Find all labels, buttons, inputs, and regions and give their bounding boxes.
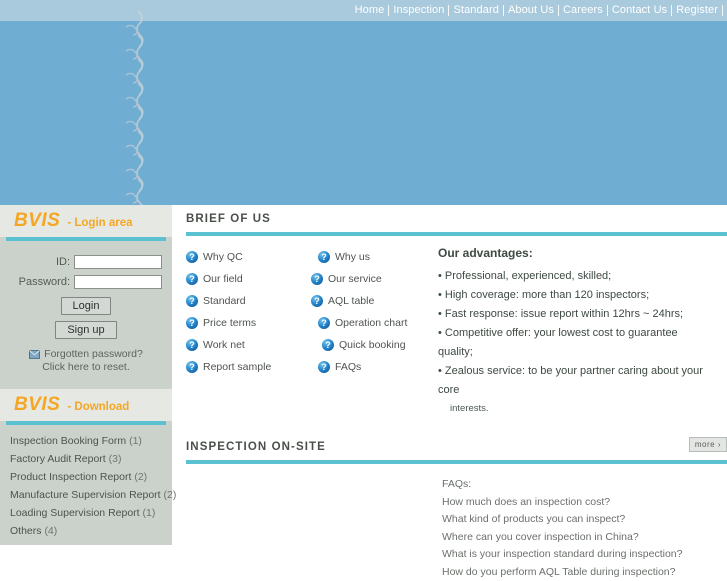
list-item[interactable] [0, 486, 172, 504]
nav-separator-icon [503, 5, 504, 16]
bullet-icon: • [438, 365, 442, 377]
list-item[interactable] [0, 432, 172, 450]
forgot-password-text: Forgotten password? [44, 348, 143, 360]
hero-banner [0, 21, 727, 205]
brand-logo-download: BVIS [14, 394, 60, 416]
nav-item-inspection[interactable]: Inspection [389, 0, 448, 21]
download-panel [0, 389, 172, 540]
nav-item-about-us[interactable]: About Us [504, 0, 558, 21]
download-item-count: (2) [164, 489, 177, 501]
advantage-item [438, 305, 726, 324]
brief-link-standard[interactable] [186, 290, 311, 312]
brief-link-work-net[interactable] [186, 334, 311, 356]
advantage-item [438, 362, 726, 381]
signup-button[interactable]: Sign up [55, 321, 116, 339]
nav-item-standard[interactable]: Standard [449, 0, 502, 21]
nav-separator-icon [607, 5, 608, 16]
brief-link-faqs[interactable] [311, 356, 436, 378]
brief-body [186, 236, 727, 417]
download-panel-subtitle: - Download [67, 398, 129, 413]
login-panel-header [0, 205, 172, 237]
onsite-section-title: INSPECTION ON-SITE [186, 441, 727, 460]
advantage-wrap-line: quality; [438, 343, 726, 362]
advantages-title: Our advantages: [438, 246, 726, 260]
question-mark-icon: ? [186, 273, 198, 285]
brief-link-price-terms[interactable] [186, 312, 311, 334]
download-item-label: Factory Audit Report [10, 453, 106, 465]
main-content [186, 213, 727, 581]
nav-item-home[interactable]: Home [351, 0, 389, 21]
brief-link-label: Price terms [203, 317, 256, 329]
brief-link-label: Work net [203, 339, 245, 351]
brief-links-column-left [186, 246, 311, 417]
id-field-row [10, 255, 162, 269]
signup-button-row [10, 321, 162, 339]
advantage-text: Competitive offer: your lowest cost to guarantee [445, 327, 678, 339]
question-mark-icon: ? [318, 251, 330, 263]
brief-link-label: Our service [328, 273, 382, 285]
faq-item[interactable]: Where can you cover inspection in China? [442, 529, 727, 547]
download-item-label: Loading Supervision Report [10, 507, 140, 519]
list-item[interactable] [0, 522, 172, 540]
download-item-label: Others [10, 525, 42, 537]
inspection-onsite-section [186, 441, 727, 581]
brief-link-quick-booking[interactable] [311, 334, 436, 356]
download-item-count: (2) [134, 471, 147, 483]
brief-link-label: AQL table [328, 295, 374, 307]
advantage-tail-text: interests. [438, 400, 726, 417]
id-input[interactable] [74, 255, 162, 269]
question-mark-icon: ? [311, 273, 323, 285]
question-mark-icon: ? [318, 317, 330, 329]
faq-heading: FAQs: [442, 476, 727, 494]
reset-link[interactable]: Click here to reset. [10, 361, 162, 373]
question-mark-icon: ? [186, 361, 198, 373]
bullet-icon: • [438, 289, 442, 301]
advantage-item [438, 267, 726, 286]
login-button[interactable]: Login [61, 297, 112, 315]
brief-link-label: Operation chart [335, 317, 407, 329]
top-navigation-links [351, 0, 723, 21]
question-mark-icon: ? [322, 339, 334, 351]
download-item-label: Manufacture Supervision Report [10, 489, 161, 501]
brief-link-label: Our field [203, 273, 243, 285]
list-item[interactable] [0, 504, 172, 522]
login-form [0, 241, 172, 381]
bullet-icon: • [438, 308, 442, 320]
nav-separator-icon [558, 5, 559, 16]
brief-of-us-section [186, 213, 727, 417]
bullet-icon: • [438, 327, 442, 339]
mail-icon [29, 350, 40, 359]
brief-link-our-service[interactable] [311, 268, 436, 290]
password-label: Password: [19, 276, 70, 288]
nav-item-careers[interactable]: Careers [559, 0, 607, 21]
download-item-label: Inspection Booking Form [10, 435, 126, 447]
brief-link-label: Standard [203, 295, 246, 307]
brief-link-our-field[interactable] [186, 268, 311, 290]
faq-item[interactable]: What kind of products you can inspect? [442, 511, 727, 529]
question-mark-icon: ? [186, 317, 198, 329]
download-item-count: (3) [109, 453, 122, 465]
brief-link-label: Why us [335, 251, 370, 263]
brief-link-aql-table[interactable] [311, 290, 436, 312]
faq-item[interactable]: What is your inspection standard during inspection? [442, 546, 727, 564]
brief-link-why-us[interactable] [311, 246, 436, 268]
download-panel-header [0, 389, 172, 421]
brief-links-grid [186, 246, 436, 417]
faq-list [186, 464, 727, 581]
advantages-block [436, 246, 726, 417]
brief-link-label: Report sample [203, 361, 271, 373]
faq-item[interactable]: How much does an inspection cost? [442, 494, 727, 512]
advantage-text: High coverage: more than 120 inspectors; [445, 289, 649, 301]
advantage-text: Fast response: issue report within 12hrs ~ 24hrs; [445, 308, 683, 320]
list-item[interactable] [0, 450, 172, 468]
nav-separator-icon [671, 5, 672, 16]
nav-separator-icon [388, 5, 389, 16]
question-mark-icon: ? [186, 295, 198, 307]
advantage-text: Professional, experienced, skilled; [445, 270, 611, 282]
brief-section-title: BRIEF OF US [186, 213, 727, 232]
download-item-count: (1) [129, 435, 142, 447]
nav-separator-icon [448, 5, 449, 16]
nav-item-register[interactable]: Register [672, 0, 722, 21]
brief-link-label: FAQs [335, 361, 361, 373]
brief-link-why-qc[interactable] [186, 246, 311, 268]
left-sidebar [0, 205, 172, 545]
question-mark-icon: ? [186, 339, 198, 351]
download-item-count: (4) [44, 525, 57, 537]
nav-separator-icon [722, 5, 723, 16]
brand-logo-login: BVIS [14, 210, 60, 232]
brief-link-label: Quick booking [339, 339, 406, 351]
faq-item[interactable]: How do you perform AQL Table during inspection? [442, 564, 727, 581]
advantage-wrap-line: core [438, 381, 726, 400]
password-field-row [10, 275, 162, 289]
brief-link-operation-chart[interactable] [311, 312, 436, 334]
brief-link-report-sample[interactable] [186, 356, 311, 378]
list-item[interactable] [0, 468, 172, 486]
download-item-label: Product Inspection Report [10, 471, 131, 483]
download-item-count: (1) [143, 507, 156, 519]
top-navigation-bar [0, 0, 727, 21]
more-button[interactable]: more › [689, 437, 727, 452]
login-button-row [10, 297, 162, 315]
bullet-icon: • [438, 270, 442, 282]
advantage-text: Zealous service: to be your partner caring about your [445, 365, 703, 377]
brief-links-column-right [311, 246, 436, 417]
advantage-item [438, 286, 726, 305]
nav-item-contact-us[interactable]: Contact Us [608, 0, 671, 21]
brief-link-label: Why QC [203, 251, 243, 263]
download-list [0, 425, 172, 540]
forgot-password-link[interactable] [10, 348, 162, 360]
question-mark-icon: ? [318, 361, 330, 373]
login-panel [0, 205, 172, 381]
login-panel-subtitle: - Login area [67, 214, 132, 229]
decorative-chain-pattern-icon [118, 15, 154, 215]
password-input[interactable] [74, 275, 162, 289]
id-label: ID: [56, 256, 70, 268]
question-mark-icon: ? [311, 295, 323, 307]
question-mark-icon: ? [186, 251, 198, 263]
advantage-item [438, 324, 726, 343]
